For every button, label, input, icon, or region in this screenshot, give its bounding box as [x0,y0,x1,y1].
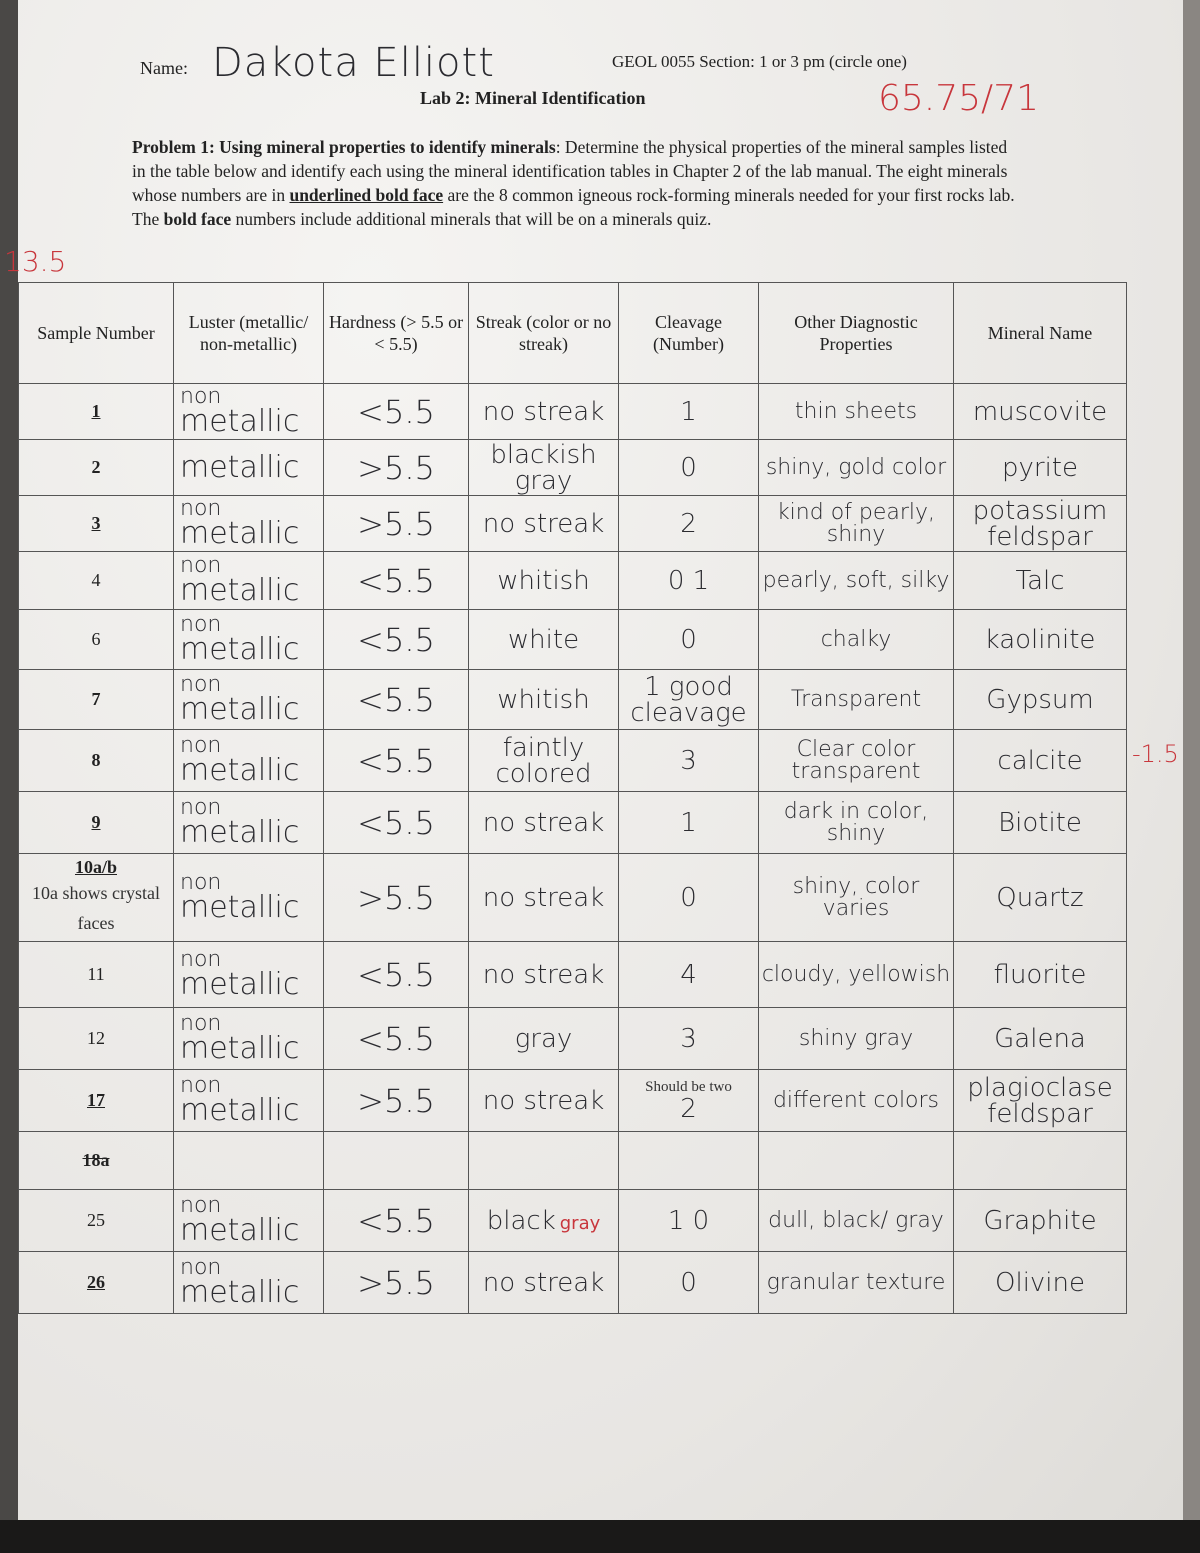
sample-number: 6 [91,629,101,649]
hardness-value: >5.5 [357,878,435,917]
col-header: Hardness (> 5.5 or < 5.5) [324,283,469,384]
luster-prefix: non [180,611,222,637]
luster-text: metallic [180,449,300,485]
mineral-name: calcite [997,745,1083,776]
hardness-value: <5.5 [357,620,435,659]
streak-value: no streak [482,807,605,838]
hardness-value: <5.5 [357,803,435,842]
streak-value: no streak [482,508,605,539]
luster-value [174,671,323,727]
other-properties: dull, black/ gray [768,1207,944,1233]
cleavage-value: 0 [680,452,697,483]
sample-number: 17 [87,1090,105,1110]
sample-number: 7 [91,689,101,709]
streak-value: whitish [497,684,590,715]
streak-value: no streak [482,959,605,990]
other-properties: Transparent [790,686,922,712]
cleavage-value: 0 [680,882,697,913]
mineral-name: pyrite [1002,452,1078,483]
streak-value: no streak [482,1085,605,1116]
luster-value [174,611,323,667]
sample-number: 4 [91,570,101,590]
cleavage-value: 1 [680,396,697,427]
cleavage-note: Should be two [645,1079,732,1095]
table-row [19,610,1127,670]
streak-value: faintly colored [495,732,592,789]
table-row [19,1190,1127,1252]
table-row [19,792,1127,854]
luster-text: metallic [180,752,300,788]
sample-number: 12 [87,1028,105,1048]
table-row [19,1070,1127,1132]
mineral-name: Galena [994,1023,1086,1054]
cleavage-value: 3 [680,745,697,776]
other-properties: pearly, soft, silky [762,567,950,593]
streak-value: no streak [482,882,605,913]
mineral-name: Talc [1015,565,1065,596]
col-header: Cleavage (Number) [619,283,759,384]
hardness-value: >5.5 [357,1081,435,1120]
luster-prefix: non [180,1072,222,1098]
sample-number: 18a [82,1150,110,1170]
col-header: Other Diagnostic Properties [759,283,954,384]
streak-correction: gray [559,1212,601,1234]
luster-text: metallic [180,1030,300,1066]
col-header: Streak (color or no streak) [469,283,619,384]
sample-number: 3 [91,513,101,533]
mineral-name: Biotite [998,807,1082,838]
sample-number: 10a/b [74,857,117,877]
other-properties: Clear color transparent [791,736,921,784]
mineral-name: fluorite [993,959,1087,990]
cleavage-value: 0 [680,1267,697,1298]
other-properties: dark in color, shiny [783,798,929,846]
mineral-name: Quartz [996,882,1084,913]
hardness-value: <5.5 [357,561,435,600]
luster-text: metallic [180,889,300,925]
table-row [19,854,1127,942]
streak-value: white [507,624,580,655]
sample-number: 11 [87,964,105,984]
student-name: Dakota Elliott [212,40,495,86]
table-row [19,384,1127,440]
other-properties: shiny, color varies [792,873,920,921]
luster-value [174,946,323,1002]
desk-surface [0,1520,1200,1553]
problem-instructions [132,135,1017,231]
luster-text: metallic [180,631,300,667]
cleavage-value: 4 [680,959,697,990]
score: 65.75/71 [878,78,1039,119]
sample-number: 25 [87,1210,105,1230]
streak-value: gray [514,1023,573,1054]
col-header: Mineral Name [954,283,1127,384]
mineral-name: kaolinite [984,624,1096,655]
mineral-table [18,282,1127,1314]
margin-score: 13.5 [4,245,67,278]
hardness-value: <5.5 [357,741,435,780]
cleavage-value: 1 good cleavage [630,671,747,728]
cleavage-value: 0 [680,624,697,655]
page-edge [1183,0,1200,1520]
luster-prefix: non [180,946,222,972]
hardness-value: <5.5 [357,1019,435,1058]
luster-prefix: non [180,495,222,521]
streak-value: black [486,1205,556,1236]
luster-prefix: non [180,671,222,697]
cleavage-value: 2 [680,1094,697,1124]
sample-number: 2 [91,457,101,477]
col-header: Luster (metallic/ non-metallic) [174,283,324,384]
luster-text: metallic [180,691,300,727]
mineral-name: potassium feldspar [972,495,1108,552]
deduction-mark: -1.5 [1132,740,1179,768]
other-properties: granular texture [766,1269,946,1295]
problem-text-1: : Determine the physical properties of the mineral samples listed in the table below and identify each using the mineral identification tables in Chapter 2 of the lab manual. The eight minerals whose numbers are in [132,137,1008,205]
hardness-value: <5.5 [357,1201,435,1240]
luster-text: metallic [180,515,300,551]
hardness-value: >5.5 [357,1263,435,1302]
col-header: Sample Number [19,283,174,384]
sample-note: 10a shows crystal faces [32,883,160,933]
table-row [19,670,1127,730]
luster-value [174,1192,323,1248]
luster-prefix: non [180,869,222,895]
luster-value [174,1254,323,1310]
streak-value: no streak [482,396,605,427]
lab-title: Lab 2: Mineral Identification [420,88,646,108]
mineral-name: Olivine [995,1267,1085,1298]
name-label: Name: [140,58,188,78]
cleavage-value: 1 0 [667,1205,710,1236]
luster-prefix: non [180,552,222,578]
other-properties: chalky [820,626,892,652]
luster-value [174,449,323,485]
mineral-name: muscovite [972,396,1108,427]
table-row [19,942,1127,1008]
luster-text: metallic [180,1092,300,1128]
luster-value [174,794,323,850]
other-properties: shiny gray [798,1025,914,1051]
sample-number: 9 [91,812,101,832]
luster-text: metallic [180,814,300,850]
emphasis-bold: bold face [163,209,232,229]
luster-prefix: non [180,1192,222,1218]
table-row [19,730,1127,792]
streak-value: whitish [497,565,590,596]
luster-text: metallic [180,966,300,1002]
table-row [19,1252,1127,1314]
hardness-value: <5.5 [357,955,435,994]
luster-value [174,732,323,788]
luster-value [174,552,323,608]
cleavage-value: 1 [680,807,697,838]
luster-text: metallic [180,1274,300,1310]
hardness-value: >5.5 [357,504,435,543]
cleavage-value: 0 1 [667,565,710,596]
problem-heading: Problem 1: Using mineral properties to identify minerals [132,137,556,157]
cleavage-value: 3 [680,1023,697,1054]
luster-prefix: non [180,794,222,820]
luster-value [174,1072,323,1128]
luster-text: metallic [180,572,300,608]
hardness-value: <5.5 [357,392,435,431]
streak-value: no streak [482,1267,605,1298]
mineral-name: plagioclase feldspar [967,1072,1113,1129]
luster-prefix: non [180,732,222,758]
table-row [19,496,1127,552]
streak-value: blackish gray [490,439,597,496]
problem-text-3: numbers include additional minerals that will be on a minerals quiz. [231,209,712,229]
luster-text: metallic [180,1212,300,1248]
luster-prefix: non [180,383,222,409]
table-row [19,1132,1127,1190]
hardness-value: <5.5 [357,680,435,719]
other-properties: different colors [772,1087,940,1113]
luster-text: metallic [180,403,300,439]
other-properties: shiny, gold color [765,454,947,480]
sample-number: 26 [87,1272,105,1292]
other-properties: thin sheets [794,398,918,424]
cleavage-value: 2 [680,508,697,539]
luster-prefix: non [180,1010,222,1036]
emphasis-underlined-bold: underlined bold face [289,185,444,205]
mineral-name: Graphite [983,1205,1097,1236]
sample-number: 1 [91,401,101,421]
hardness-value: >5.5 [357,448,435,487]
problem-text-2: are the 8 common igneous rock-forming minerals needed for your first rocks lab. The [132,185,1015,229]
other-properties: kind of pearly, shiny [776,499,936,547]
mineral-name: Gypsum [986,684,1094,715]
sample-number: 8 [91,750,101,770]
luster-value [174,869,323,925]
other-properties: cloudy, yellowish [761,961,951,987]
luster-value [174,495,323,551]
table-row [19,552,1127,610]
luster-value [174,383,323,439]
table-row [19,440,1127,496]
luster-value [174,1010,323,1066]
table-row [19,1008,1127,1070]
course-section: GEOL 0055 Section: 1 or 3 pm (circle one) [612,52,907,71]
header-row [19,283,1127,384]
luster-prefix: non [180,1254,222,1280]
